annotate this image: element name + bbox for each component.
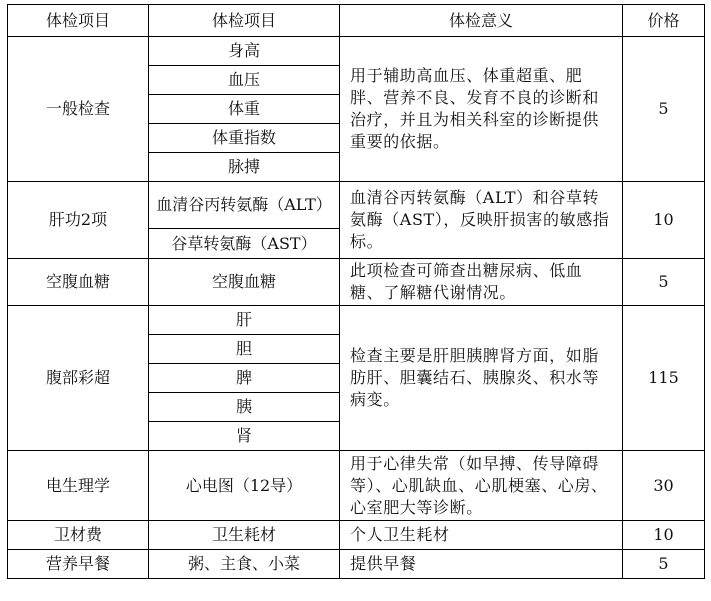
price-cell: 10 [623, 521, 705, 550]
group-name: 空腹血糖 [8, 259, 149, 306]
item-cell: 身高 [149, 37, 340, 66]
header-item-category: 体检项目 [8, 5, 149, 37]
item-cell: 血清谷丙转氨酶（ALT） [149, 182, 340, 229]
header-row [8, 5, 705, 37]
table-row [8, 451, 705, 521]
description-cell: 此项检查可筛查出糖尿病、低血糖、了解糖代谢情况。 [340, 259, 623, 306]
description-cell: 血清谷丙转氨酶（ALT）和谷草转氨酶（AST），反映肝损害的敏感指标。 [340, 182, 623, 259]
header-item-detail: 体检项目 [149, 5, 340, 37]
price-cell: 5 [623, 550, 705, 579]
price-cell: 30 [623, 451, 705, 521]
item-cell: 粥、主食、小菜 [149, 550, 340, 579]
price-cell: 5 [623, 37, 705, 182]
item-cell: 脾 [149, 364, 340, 393]
group-name: 卫材费 [8, 521, 149, 550]
group-name: 肝功2项 [8, 182, 149, 259]
price-cell: 5 [623, 259, 705, 306]
item-cell: 肝 [149, 306, 340, 335]
table-row [8, 521, 705, 550]
description-cell: 用于辅助高血压、体重超重、肥胖、营养不良、发育不良的诊断和治疗，并且为相关科室的诊断提供重要的依据。 [340, 37, 623, 182]
table-row [8, 259, 705, 306]
item-cell: 胆 [149, 335, 340, 364]
item-cell: 心电图（12导） [149, 451, 340, 521]
group-name: 营养早餐 [8, 550, 149, 579]
item-cell: 肾 [149, 422, 340, 451]
table-row [8, 182, 705, 229]
item-cell: 胰 [149, 393, 340, 422]
description-cell: 用于心律失常（如早搏、传导障碍等）、心肌缺血、心肌梗塞、心房、心室肥大等诊断。 [340, 451, 623, 521]
header-price: 价格 [623, 5, 705, 37]
group-name: 一般检查 [8, 37, 149, 182]
item-cell: 谷草转氨酶（AST） [149, 229, 340, 259]
price-cell: 10 [623, 182, 705, 259]
item-cell: 空腹血糖 [149, 259, 340, 306]
table-row [8, 306, 705, 335]
price-cell: 115 [623, 306, 705, 451]
item-cell: 脉搏 [149, 153, 340, 182]
description-cell: 个人卫生耗材 [340, 521, 623, 550]
description-cell: 提供早餐 [340, 550, 623, 579]
group-name: 电生理学 [8, 451, 149, 521]
description-cell: 检查主要是肝胆胰脾肾方面，如脂肪肝、胆囊结石、胰腺炎、积水等病变。 [340, 306, 623, 451]
table-row [8, 550, 705, 579]
table-row [8, 37, 705, 66]
header-significance: 体检意义 [340, 5, 623, 37]
item-cell: 体重指数 [149, 124, 340, 153]
group-name: 腹部彩超 [8, 306, 149, 451]
exam-items-table [7, 4, 705, 579]
item-cell: 血压 [149, 66, 340, 95]
item-cell: 卫生耗材 [149, 521, 340, 550]
item-cell: 体重 [149, 95, 340, 124]
